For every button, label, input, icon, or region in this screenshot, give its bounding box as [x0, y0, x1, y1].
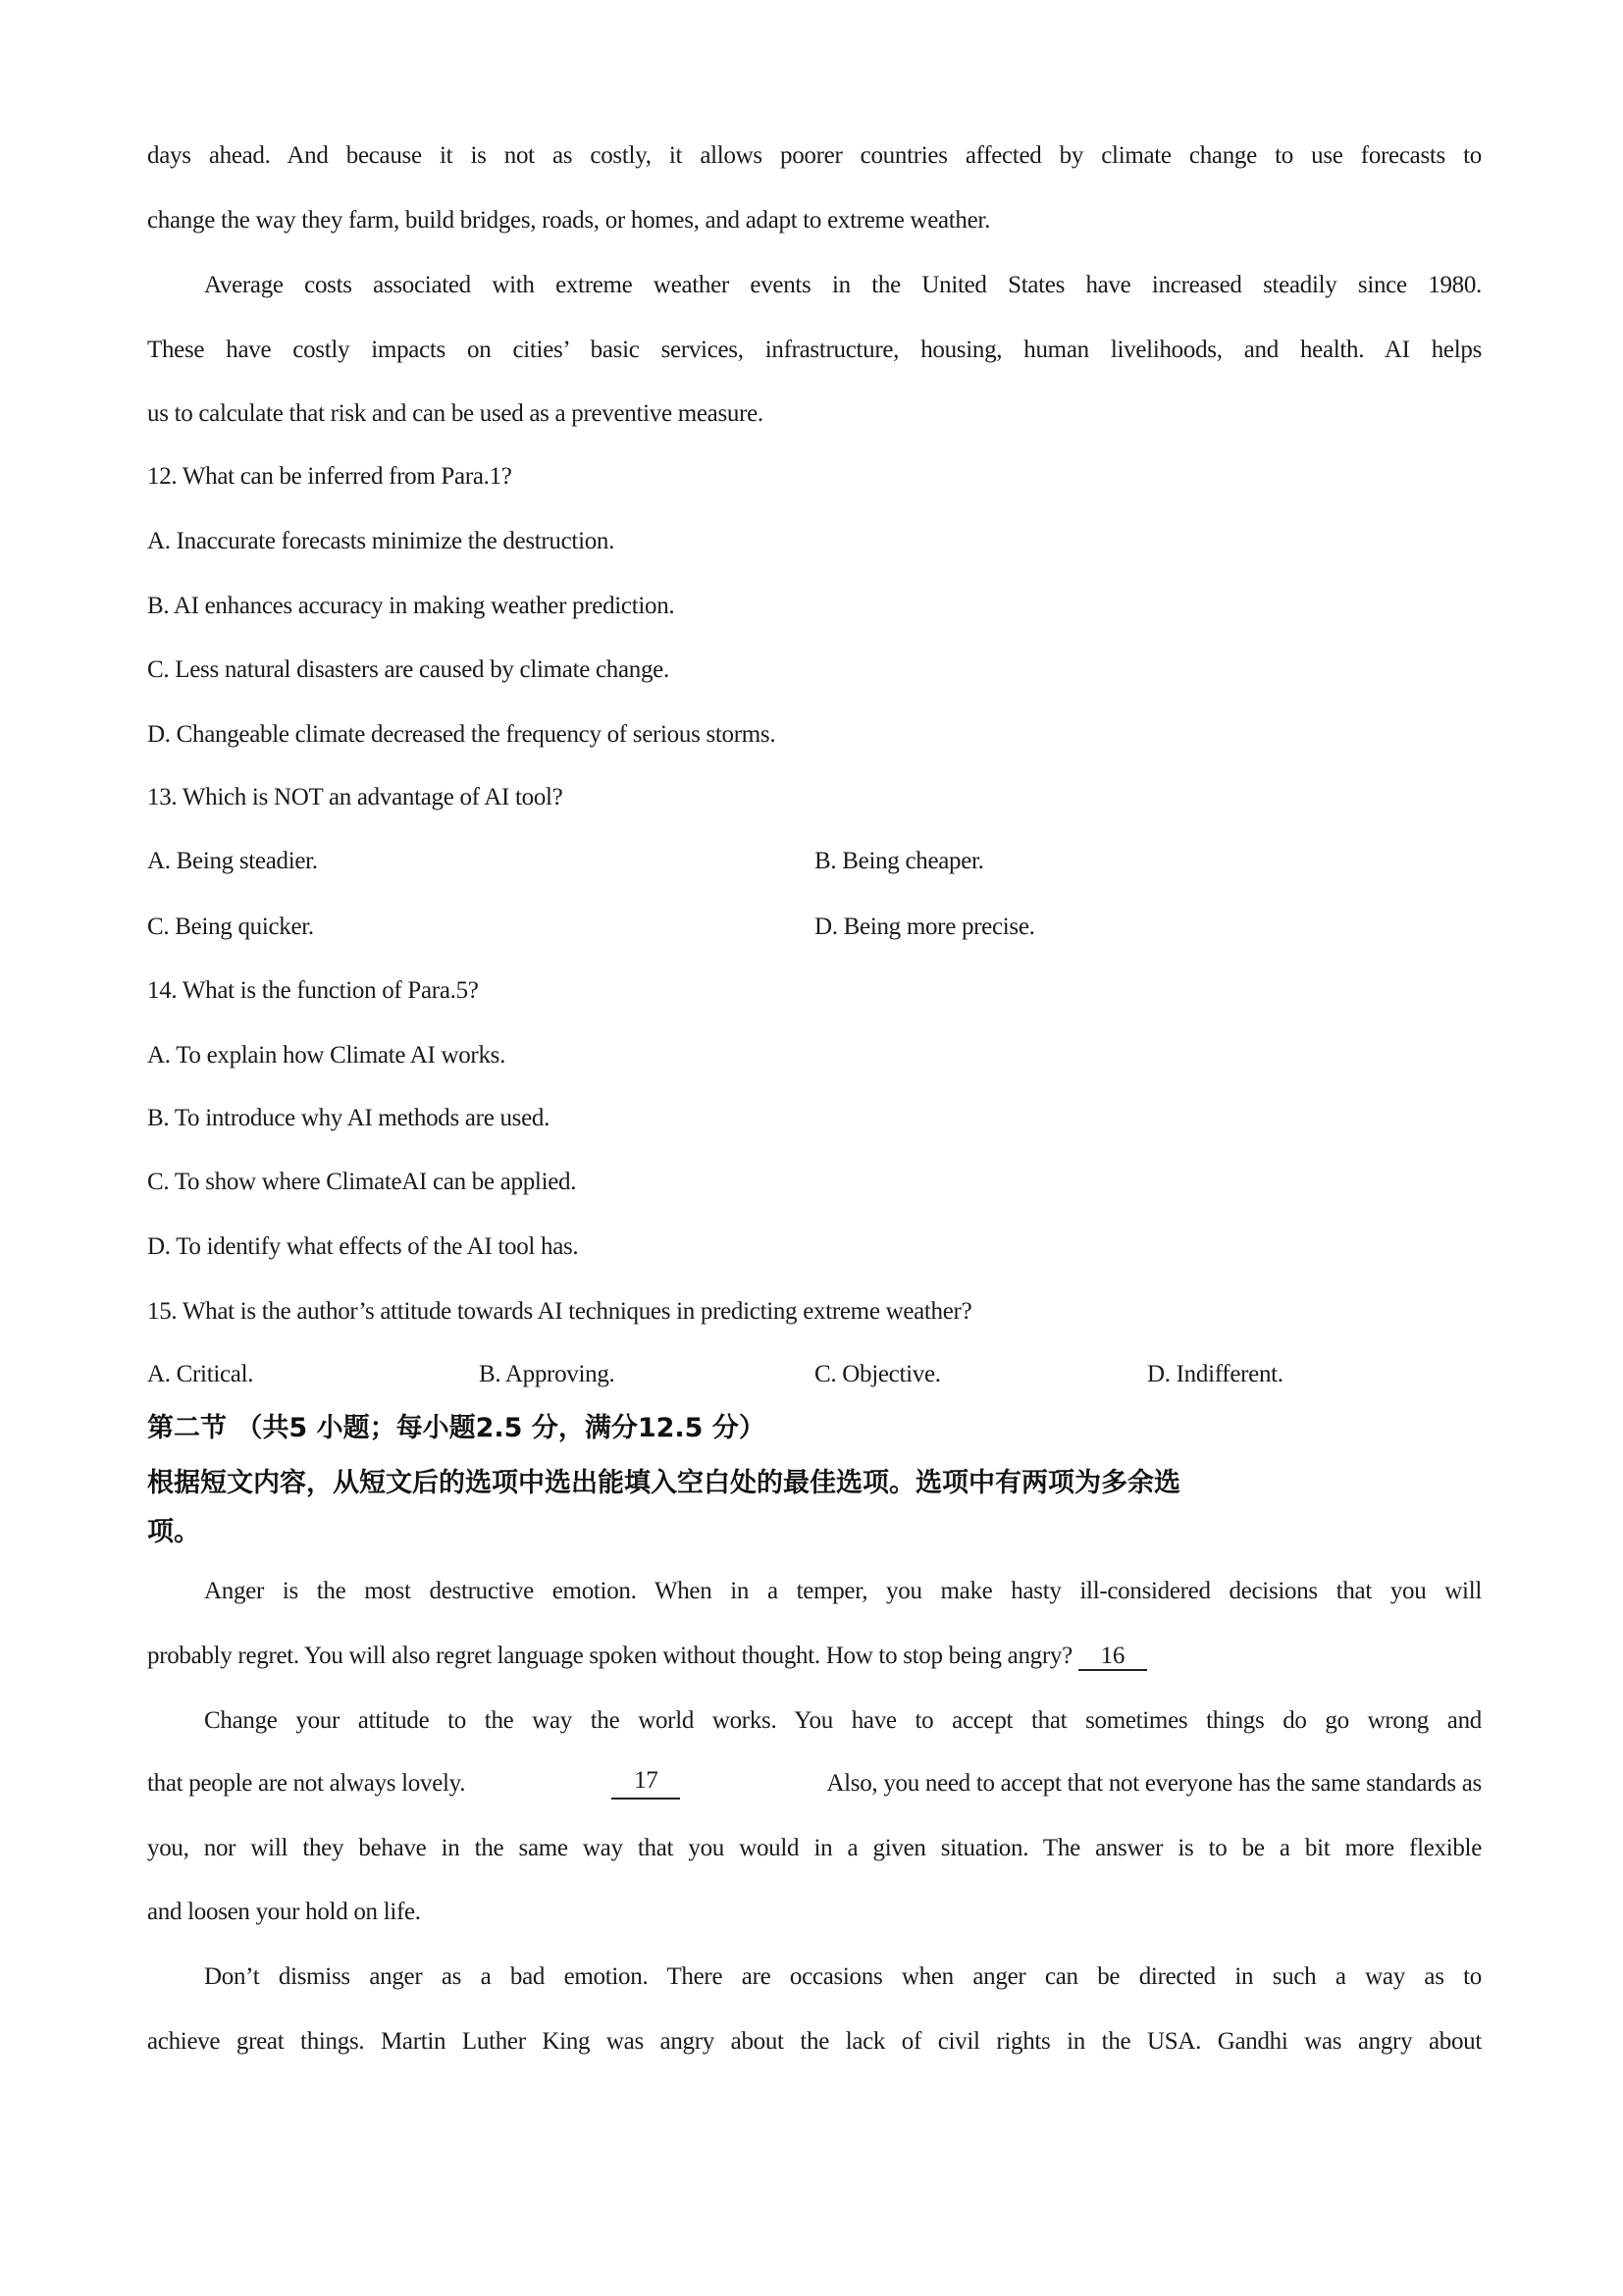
option-d: D. To identify what effects of the AI tool has.: [147, 1233, 579, 1260]
option-c: C. Being quicker.: [147, 913, 314, 940]
section-instruction-cont: 项。: [147, 1517, 200, 1547]
paragraph-line: Anger is the most destructive emotion. When in a temper, you make hasty ill-considered decisions that you will: [204, 1578, 1482, 1604]
paragraph-line: and loosen your hold on life.: [147, 1899, 421, 1925]
blank-17: 17: [611, 1768, 680, 1800]
paragraph-line: [147, 1768, 1482, 1800]
option-b: B. Being cheaper.: [814, 848, 984, 874]
question-stem: 12. What can be inferred from Para.1?: [147, 463, 512, 490]
paragraph-line: [147, 1641, 1147, 1672]
option-d: D. Changeable climate decreased the frequency of serious storms.: [147, 721, 776, 748]
paragraph-line: Average costs associated with extreme weather events in the United States have increased steadily since 1980.: [204, 272, 1482, 298]
option-c: C. Less natural disasters are caused by climate change.: [147, 656, 669, 683]
option-a: A. To explain how Climate AI works.: [147, 1042, 506, 1069]
option-b: B. Approving.: [479, 1361, 615, 1387]
paragraph-text: that people are not always lovely.: [147, 1770, 466, 1797]
option-b: B. AI enhances accuracy in making weather prediction.: [147, 593, 675, 619]
blank-16: 16: [1078, 1644, 1147, 1671]
question-stem: 14. What is the function of Para.5?: [147, 977, 479, 1004]
paragraph-line: Don’t dismiss anger as a bad emotion. There are occasions when anger can be directed in such a way as to: [204, 1963, 1482, 1990]
option-c: C. Objective.: [814, 1361, 941, 1387]
paragraph-line: us to calculate that risk and can be used as a preventive measure.: [147, 400, 763, 427]
paragraph-text: probably regret. You will also regret language spoken without thought. How to stop being angry?: [147, 1643, 1073, 1669]
paragraph-line: you, nor will they behave in the same way that you would in a given situation. The answer is to be a bit more flexible: [147, 1835, 1482, 1861]
question-stem: 15. What is the author’s attitude towards AI techniques in predicting extreme weather?: [147, 1298, 972, 1325]
paragraph-line: achieve great things. Martin Luther King was angry about the lack of civil rights in the USA. Gandhi was angry about: [147, 2028, 1482, 2055]
option-b: B. To introduce why AI methods are used.: [147, 1105, 550, 1131]
option-a: A. Critical.: [147, 1361, 254, 1387]
option-d: D. Indifferent.: [1147, 1361, 1283, 1387]
question-stem: 13. Which is NOT an advantage of AI tool?: [147, 784, 563, 810]
paragraph-line: These have costly impacts on cities’ basic services, infrastructure, housing, human livelihoods, and health. AI helps: [147, 337, 1482, 363]
option-a: A. Being steadier.: [147, 848, 318, 874]
paragraph-line: days ahead. And because it is not as costly, it allows poorer countries affected by climate change to use forecasts to: [147, 142, 1482, 169]
paragraph-line: Change your attitude to the way the world works. You have to accept that sometimes things do go wrong and: [204, 1707, 1482, 1734]
paragraph-line: change the way they farm, build bridges, roads, or homes, and adapt to extreme weather.: [147, 207, 991, 234]
paragraph-text: Also, you need to accept that not everyone has the same standards as: [826, 1770, 1482, 1797]
section-title: 第二节 （共5 小题；每小题2.5 分，满分12.5 分）: [147, 1413, 765, 1443]
section-instruction: 根据短文内容，从短文后的选项中选出能填入空白处的最佳选项。选项中有两项为多余选: [147, 1468, 1180, 1498]
option-a: A. Inaccurate forecasts minimize the destruction.: [147, 528, 615, 554]
option-d: D. Being more precise.: [814, 913, 1035, 940]
option-c: C. To show where ClimateAI can be applied.: [147, 1169, 577, 1195]
